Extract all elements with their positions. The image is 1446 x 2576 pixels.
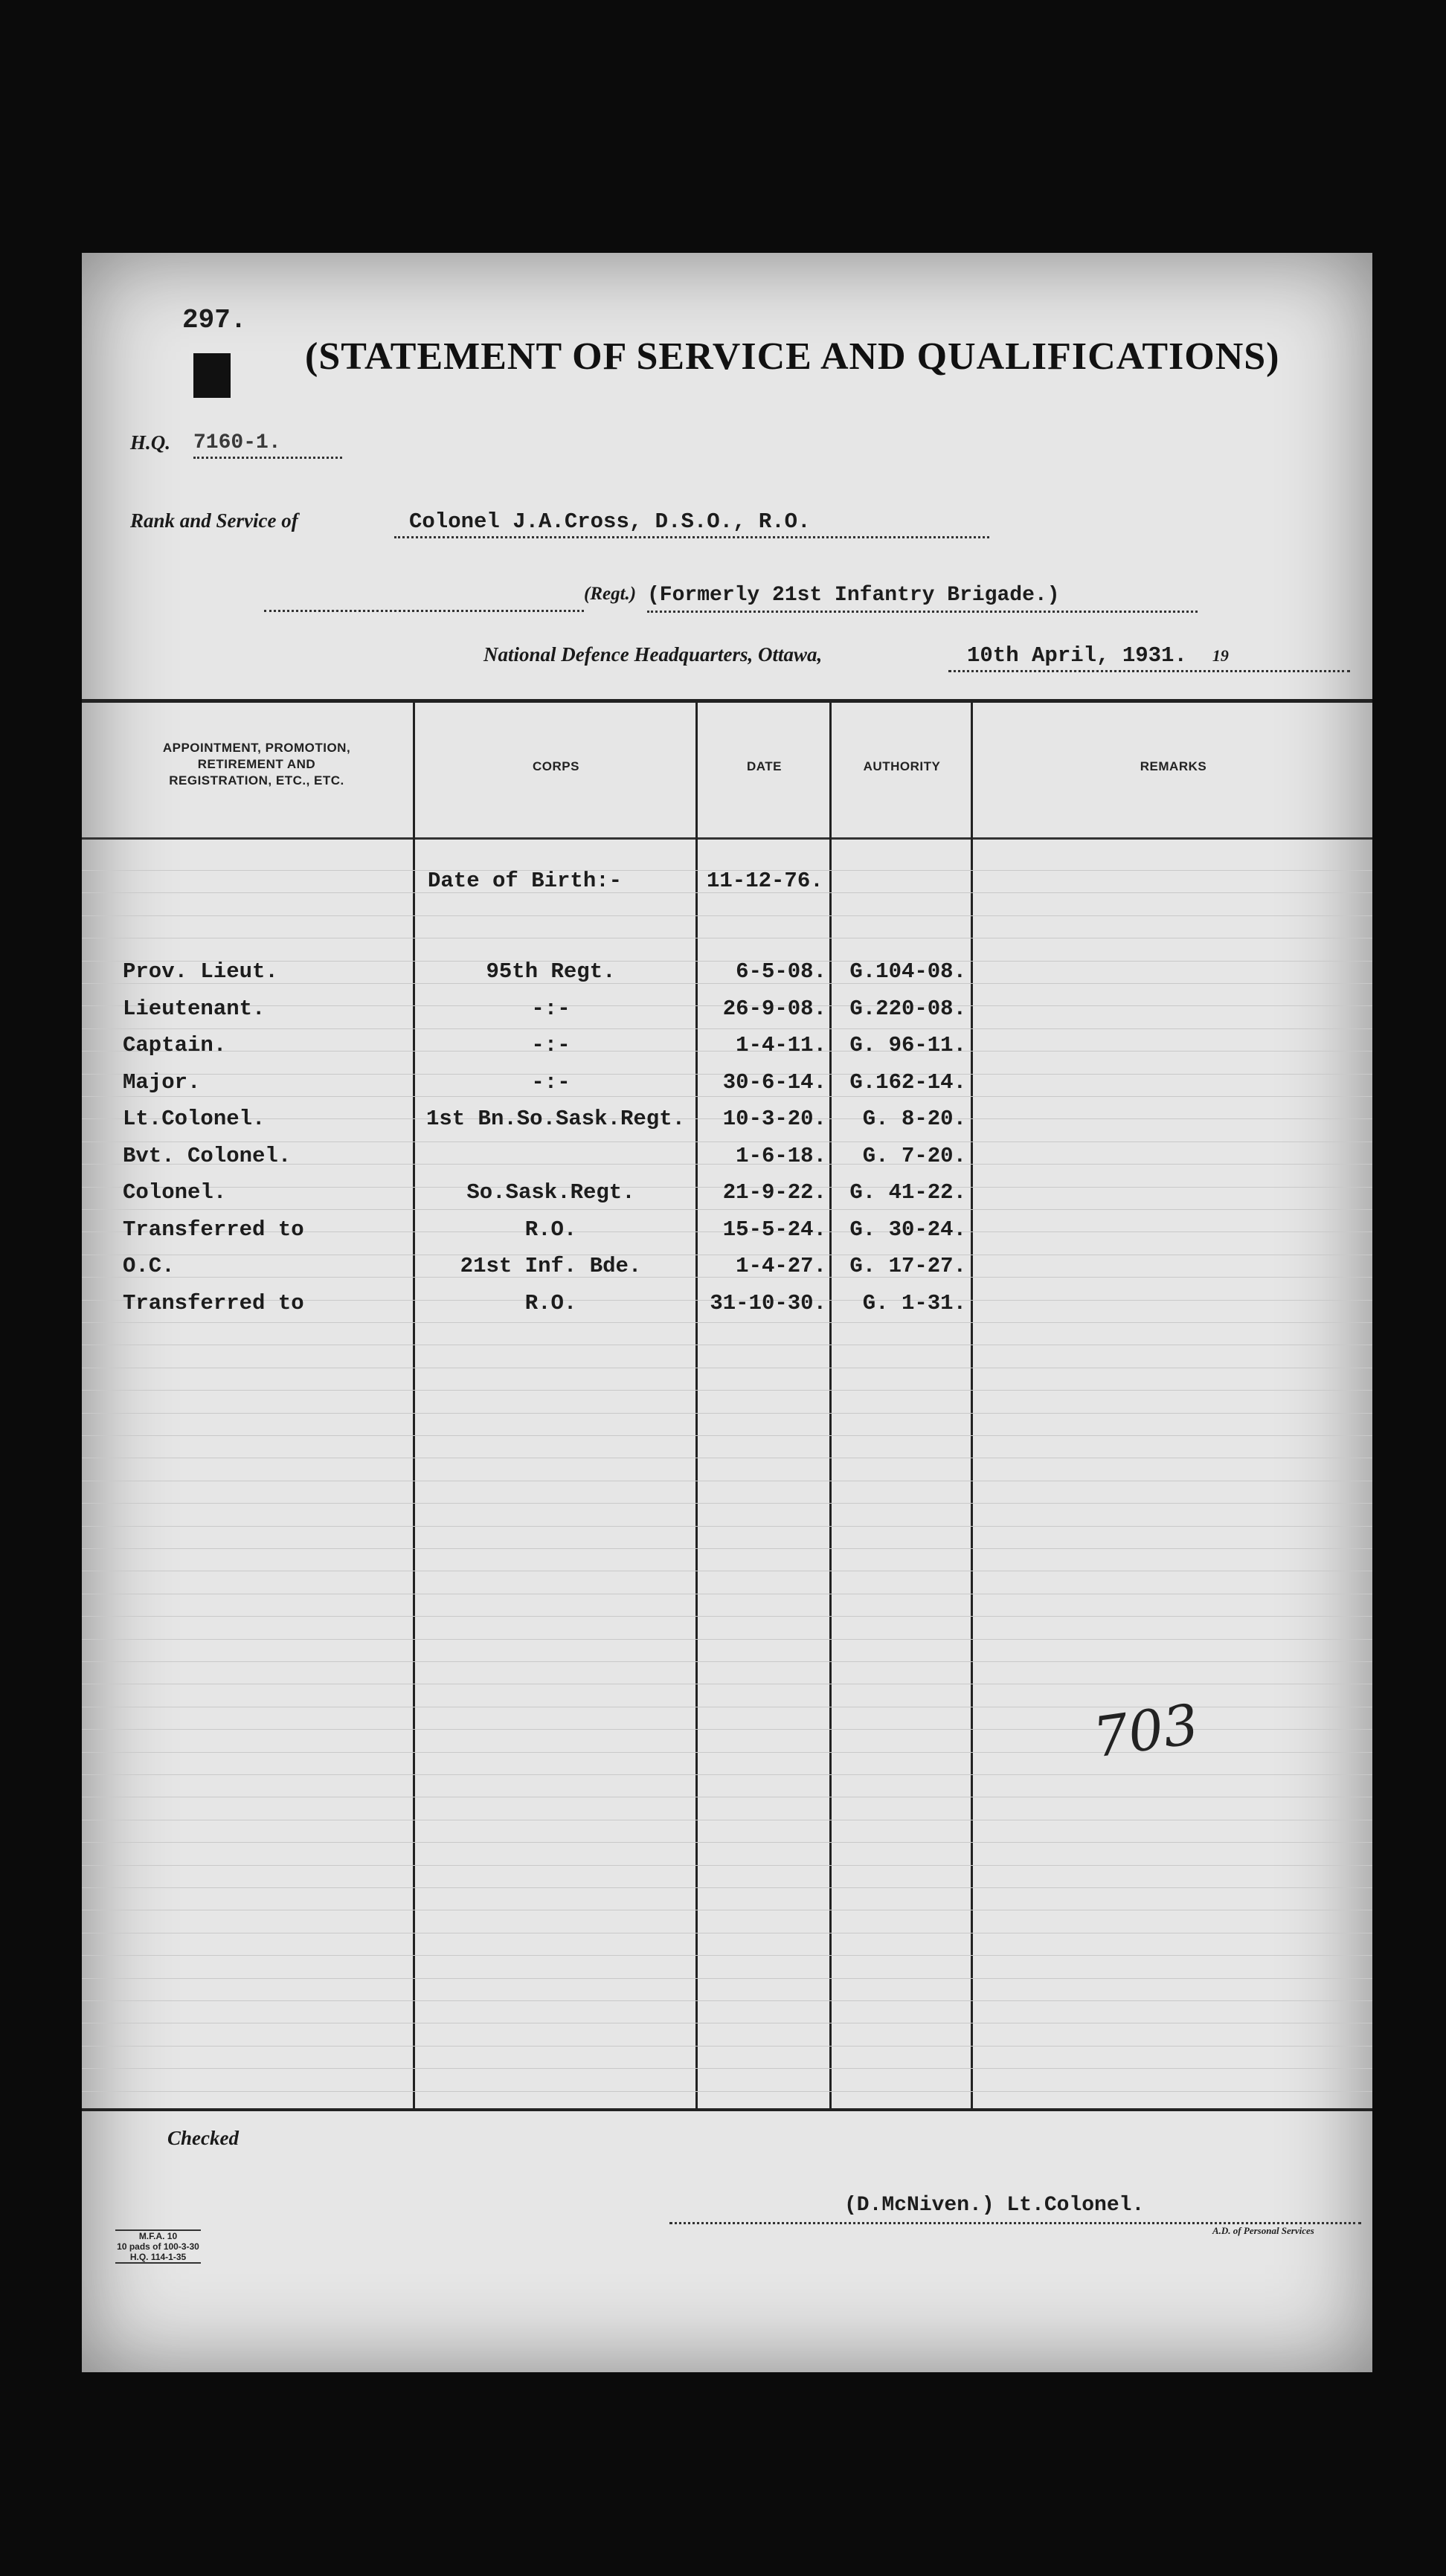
date-value: 10th April, 1931. xyxy=(967,643,1187,668)
signature: (D.McNiven.) Lt.Colonel. xyxy=(844,2194,1145,2217)
ruled-line xyxy=(82,1842,1372,1843)
col-header-appointment: APPOINTMENT, PROMOTION, RETIREMENT AND REGISTRATION, ETC., ETC. xyxy=(162,741,351,788)
ruled-line xyxy=(82,2000,1372,2001)
ruled-line xyxy=(82,2091,1372,2092)
regt-value: (Formerly 21st Infantry Brigade.) xyxy=(647,584,1060,607)
row-4-date: 10-3-20. xyxy=(722,1107,826,1131)
ruled-line xyxy=(82,2046,1372,2047)
row-3-authority: G.162-14. xyxy=(849,1070,966,1095)
handwritten-note: 703 xyxy=(1089,1692,1203,1771)
birth-value: 11-12-76. xyxy=(707,869,823,893)
row-0-corps: 95th Regt. xyxy=(486,959,616,984)
signature-title: A.D. of Personal Services xyxy=(1212,2225,1314,2236)
ruled-line xyxy=(82,1774,1372,1775)
row-0-authority: G.104-08. xyxy=(849,959,966,984)
regt-blank xyxy=(264,587,584,612)
row-8-appointment: O.C. xyxy=(123,1254,175,1278)
row-7-corps: R.O. xyxy=(524,1217,577,1242)
ruled-line xyxy=(82,1526,1372,1527)
ruled-line xyxy=(82,1978,1372,1979)
col-divider-2 xyxy=(695,701,698,2108)
ruled-line xyxy=(82,1209,1372,1210)
col-divider-3 xyxy=(829,701,832,2108)
col-header-date: DATE xyxy=(746,759,782,773)
ruled-line xyxy=(82,1390,1372,1391)
row-8-authority: G. 17-27. xyxy=(849,1254,966,1278)
col-header-authority: AUTHORITY xyxy=(863,759,941,773)
birth-label: Date of Birth:- xyxy=(428,869,623,893)
ruled-line xyxy=(82,1503,1372,1504)
row-4-appointment: Lt.Colonel. xyxy=(123,1107,266,1131)
hq-value: 7160-1. xyxy=(193,431,281,454)
row-4-corps: 1st Bn.So.Sask.Regt. xyxy=(425,1107,685,1131)
row-6-authority: G. 41-22. xyxy=(849,1180,966,1205)
col-header-corps: CORPS xyxy=(533,759,579,773)
rank-value: Colonel J.A.Cross, D.S.O., R.O. xyxy=(409,509,811,534)
ruled-line xyxy=(82,2068,1372,2069)
form-title: (STATEMENT OF SERVICE AND QUALIFICATIONS) xyxy=(305,335,1280,378)
row-9-corps: R.O. xyxy=(524,1291,577,1316)
ndhq-label: National Defence Headquarters, Ottawa, xyxy=(483,643,823,666)
row-1-date: 26-9-08. xyxy=(722,996,826,1021)
row-7-appointment: Transferred to xyxy=(123,1217,304,1242)
ruled-line xyxy=(82,1096,1372,1097)
row-3-appointment: Major. xyxy=(123,1070,201,1095)
ruled-line xyxy=(82,1955,1372,1956)
ruled-line xyxy=(82,1887,1372,1888)
rank-field xyxy=(394,509,989,538)
row-5-date: 1-6-18. xyxy=(736,1144,826,1168)
row-2-corps: -:- xyxy=(531,1033,571,1057)
table-bottom-border xyxy=(82,2108,1372,2111)
row-2-date: 1-4-11. xyxy=(736,1033,826,1057)
row-7-authority: G. 30-24. xyxy=(849,1217,966,1242)
form-number xyxy=(115,2229,201,2264)
row-0-date: 6-5-08. xyxy=(736,959,826,984)
form-line-2: 10 pads of 100-3-30 xyxy=(117,2241,199,2252)
row-4-authority: G. 8-20. xyxy=(862,1107,966,1131)
ruled-line xyxy=(82,1435,1372,1436)
row-9-authority: G. 1-31. xyxy=(862,1291,966,1316)
ruled-line xyxy=(82,1413,1372,1414)
col-divider-4 xyxy=(971,701,973,2108)
row-3-corps: -:- xyxy=(531,1070,571,1095)
ruled-line xyxy=(82,1616,1372,1617)
ruled-line xyxy=(82,1548,1372,1549)
ruled-line xyxy=(82,915,1372,916)
hq-field xyxy=(193,431,342,459)
row-5-authority: G. 7-20. xyxy=(862,1144,966,1168)
row-6-corps: So.Sask.Regt. xyxy=(466,1180,635,1205)
row-7-date: 15-5-24. xyxy=(722,1217,826,1242)
hq-label: H.Q. xyxy=(130,431,170,454)
col-header-remarks: REMARKS xyxy=(1140,759,1207,773)
regt-field xyxy=(647,584,1198,613)
checked-label: Checked xyxy=(167,2127,239,2149)
row-9-appointment: Transferred to xyxy=(123,1291,304,1316)
row-1-authority: G.220-08. xyxy=(849,996,966,1021)
row-2-authority: G. 96-11. xyxy=(849,1033,966,1057)
ruled-line xyxy=(82,1661,1372,1662)
year-suffix: 19 xyxy=(1212,646,1229,665)
table-top-border xyxy=(82,699,1372,703)
ruled-line xyxy=(82,1028,1372,1029)
ruled-line xyxy=(82,1865,1372,1866)
row-0-appointment: Prov. Lieut. xyxy=(123,959,278,984)
row-8-date: 1-4-27. xyxy=(736,1254,826,1278)
table-header-border xyxy=(82,837,1372,840)
row-9-date: 31-10-30. xyxy=(710,1291,826,1316)
row-6-appointment: Colonel. xyxy=(123,1180,227,1205)
row-1-appointment: Lieutenant. xyxy=(123,996,266,1021)
ruled-line xyxy=(82,1639,1372,1640)
ink-stamp-block xyxy=(193,353,231,398)
regt-label: (Regt.) xyxy=(584,584,637,604)
row-2-appointment: Captain. xyxy=(123,1033,227,1057)
col-divider-1 xyxy=(413,701,415,2108)
row-8-corps: 21st Inf. Bde. xyxy=(460,1254,642,1278)
row-5-appointment: Bvt. Colonel. xyxy=(123,1144,292,1168)
signature-line xyxy=(669,2194,1361,2224)
service-statement-form xyxy=(82,253,1372,2372)
rank-label: Rank and Service of xyxy=(130,509,298,532)
ruled-line xyxy=(82,1322,1372,1323)
row-6-date: 21-9-22. xyxy=(722,1180,826,1205)
form-code: M.F.A. 10 xyxy=(138,2231,178,2241)
date-field xyxy=(948,643,1350,672)
stamp-text: 297. xyxy=(182,305,247,335)
form-line-3: H.Q. 114-1-35 xyxy=(129,2252,187,2262)
row-3-date: 30-6-14. xyxy=(722,1070,826,1095)
row-1-corps: -:- xyxy=(531,996,571,1021)
